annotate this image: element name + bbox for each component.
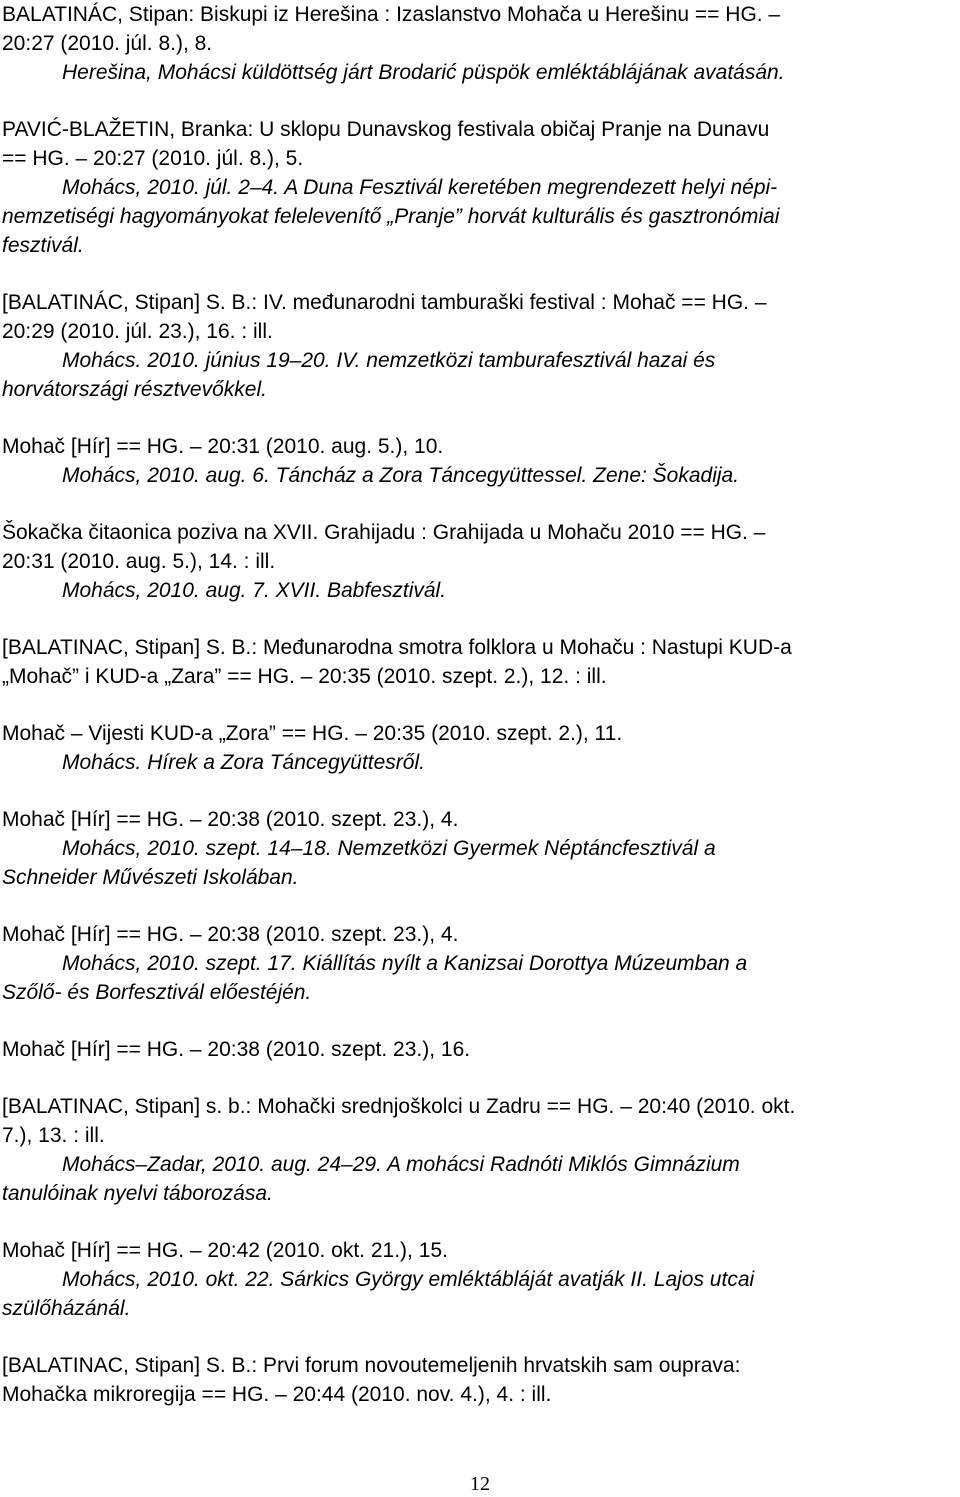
entry-annotation-line: Schneider Művészeti Iskolában. bbox=[2, 866, 299, 889]
entry-citation-line: Mohačka mikroregija == HG. – 20:44 (2010. nov. 4.), 4. : ill. bbox=[2, 1383, 552, 1406]
bibliography-entry bbox=[2, 288, 958, 404]
bibliography-entry bbox=[2, 518, 958, 605]
bibliography-entry bbox=[2, 1236, 958, 1323]
bibliography-entry bbox=[2, 0, 958, 87]
page-number: 12 bbox=[470, 1473, 490, 1495]
entry-annotation-line: tanulóinak nyelvi táborozása. bbox=[2, 1182, 273, 1205]
entry-citation-line: Mohač – Vijesti KUD-a „Zora” == HG. – 20:35 (2010. szept. 2.), 11. bbox=[2, 722, 623, 745]
entry-annotation-line: Szőlő- és Borfesztivál előestéjén. bbox=[2, 981, 312, 1004]
entry-citation-line: 20:27 (2010. júl. 8.), 8. bbox=[2, 32, 213, 55]
entry-citation-line: BALATINÁC, Stipan: Biskupi iz Herešina : Izaslanstvo Mohača u Herešinu == HG. – bbox=[2, 3, 781, 26]
bibliography-entry bbox=[2, 1035, 958, 1064]
entry-citation-line: 7.), 13. : ill. bbox=[2, 1124, 105, 1147]
entry-annotation-line: Herešina, Mohácsi küldöttség járt Brodarić püspök emléktáblájának avatásán. bbox=[62, 61, 785, 84]
entry-citation-line: [BALATINAC, Stipan] S. B.: Međunarodna smotra folklora u Mohaču : Nastupi KUD-a bbox=[2, 636, 792, 659]
bibliography-entry bbox=[2, 920, 958, 1007]
entry-annotation-line: Mohács. Hírek a Zora Táncegyüttesről. bbox=[62, 751, 425, 774]
entry-citation-line: 20:31 (2010. aug. 5.), 14. : ill. bbox=[2, 550, 276, 573]
entry-annotation-line: Mohács, 2010. aug. 6. Táncház a Zora Táncegyüttessel. Zene: Šokadija. bbox=[62, 464, 740, 487]
entry-annotation-line: horvátországi résztvevőkkel. bbox=[2, 378, 267, 401]
entry-citation-line: [BALATINÁC, Stipan] S. B.: IV. međunarodni tamburaški festival : Mohač == HG. – bbox=[2, 291, 767, 314]
entry-citation-line: Mohač [Hír] == HG. – 20:38 (2010. szept. 23.), 4. bbox=[2, 808, 459, 831]
entry-annotation-line: Mohács, 2010. szept. 14–18. Nemzetközi Gyermek Néptáncfesztivál a bbox=[62, 837, 716, 860]
bibliography-entry bbox=[2, 633, 958, 691]
entry-annotation-line: Mohács, 2010. szept. 17. Kiállítás nyílt a Kanizsai Dorottya Múzeumban a bbox=[62, 952, 748, 975]
entry-citation-line: == HG. – 20:27 (2010. júl. 8.), 5. bbox=[2, 147, 304, 170]
bibliography-entry bbox=[2, 719, 958, 777]
bibliography-entry bbox=[2, 432, 958, 490]
bibliography-list bbox=[2, 0, 958, 1437]
entry-annotation-line: Mohács–Zadar, 2010. aug. 24–29. A mohácsi Radnóti Miklós Gimnázium bbox=[62, 1153, 740, 1176]
entry-annotation-line: Mohács, 2010. júl. 2–4. A Duna Fesztivál keretében megrendezett helyi népi- bbox=[62, 176, 778, 199]
entry-annotation-line: Mohács, 2010. aug. 7. XVII. Babfesztivál. bbox=[62, 579, 447, 602]
entry-citation-line: [BALATINAC, Stipan] S. B.: Prvi forum novoutemeljenih hrvatskih sam ouprava: bbox=[2, 1354, 741, 1377]
entry-citation-line: PAVIĆ-BLAŽETIN, Branka: U sklopu Dunavskog festivala običaj Pranje na Dunavu bbox=[2, 118, 770, 141]
entry-citation-line: Šokačka čitaonica poziva na XVII. Grahijadu : Grahijada u Mohaču 2010 == HG. – bbox=[2, 521, 766, 544]
bibliography-entry bbox=[2, 1092, 958, 1208]
entry-citation-line: 20:29 (2010. júl. 23.), 16. : ill. bbox=[2, 320, 273, 343]
bibliography-entry bbox=[2, 115, 958, 260]
bibliography-entry bbox=[2, 1351, 958, 1409]
entry-annotation-line: szülőházánál. bbox=[2, 1297, 131, 1320]
entry-annotation-line: Mohács, 2010. okt. 22. Sárkics György emléktábláját avatják II. Lajos utcai bbox=[62, 1268, 755, 1291]
entry-annotation-line: nemzetiségi hagyományokat felelevenítő „Pranje” horvát kulturális és gasztronómiai bbox=[2, 205, 780, 228]
entry-citation-line: „Mohač” i KUD-a „Zara” == HG. – 20:35 (2010. szept. 2.), 12. : ill. bbox=[2, 665, 607, 688]
entry-annotation-line: fesztivál. bbox=[2, 234, 84, 257]
bibliography-entry bbox=[2, 805, 958, 892]
entry-citation-line: Mohač [Hír] == HG. – 20:38 (2010. szept. 23.), 4. bbox=[2, 923, 459, 946]
entry-citation-line: [BALATINAC, Stipan] s. b.: Mohački srednjoškolci u Zadru == HG. – 20:40 (2010. okt. bbox=[2, 1095, 796, 1118]
entry-annotation-line: Mohács. 2010. június 19–20. IV. nemzetközi tamburafesztivál hazai és bbox=[62, 349, 716, 372]
entry-citation-line: Mohač [Hír] == HG. – 20:38 (2010. szept. 23.), 16. bbox=[2, 1038, 471, 1061]
entry-citation-line: Mohač [Hír] == HG. – 20:42 (2010. okt. 21.), 15. bbox=[2, 1239, 448, 1262]
entry-citation-line: Mohač [Hír] == HG. – 20:31 (2010. aug. 5.), 10. bbox=[2, 435, 444, 458]
